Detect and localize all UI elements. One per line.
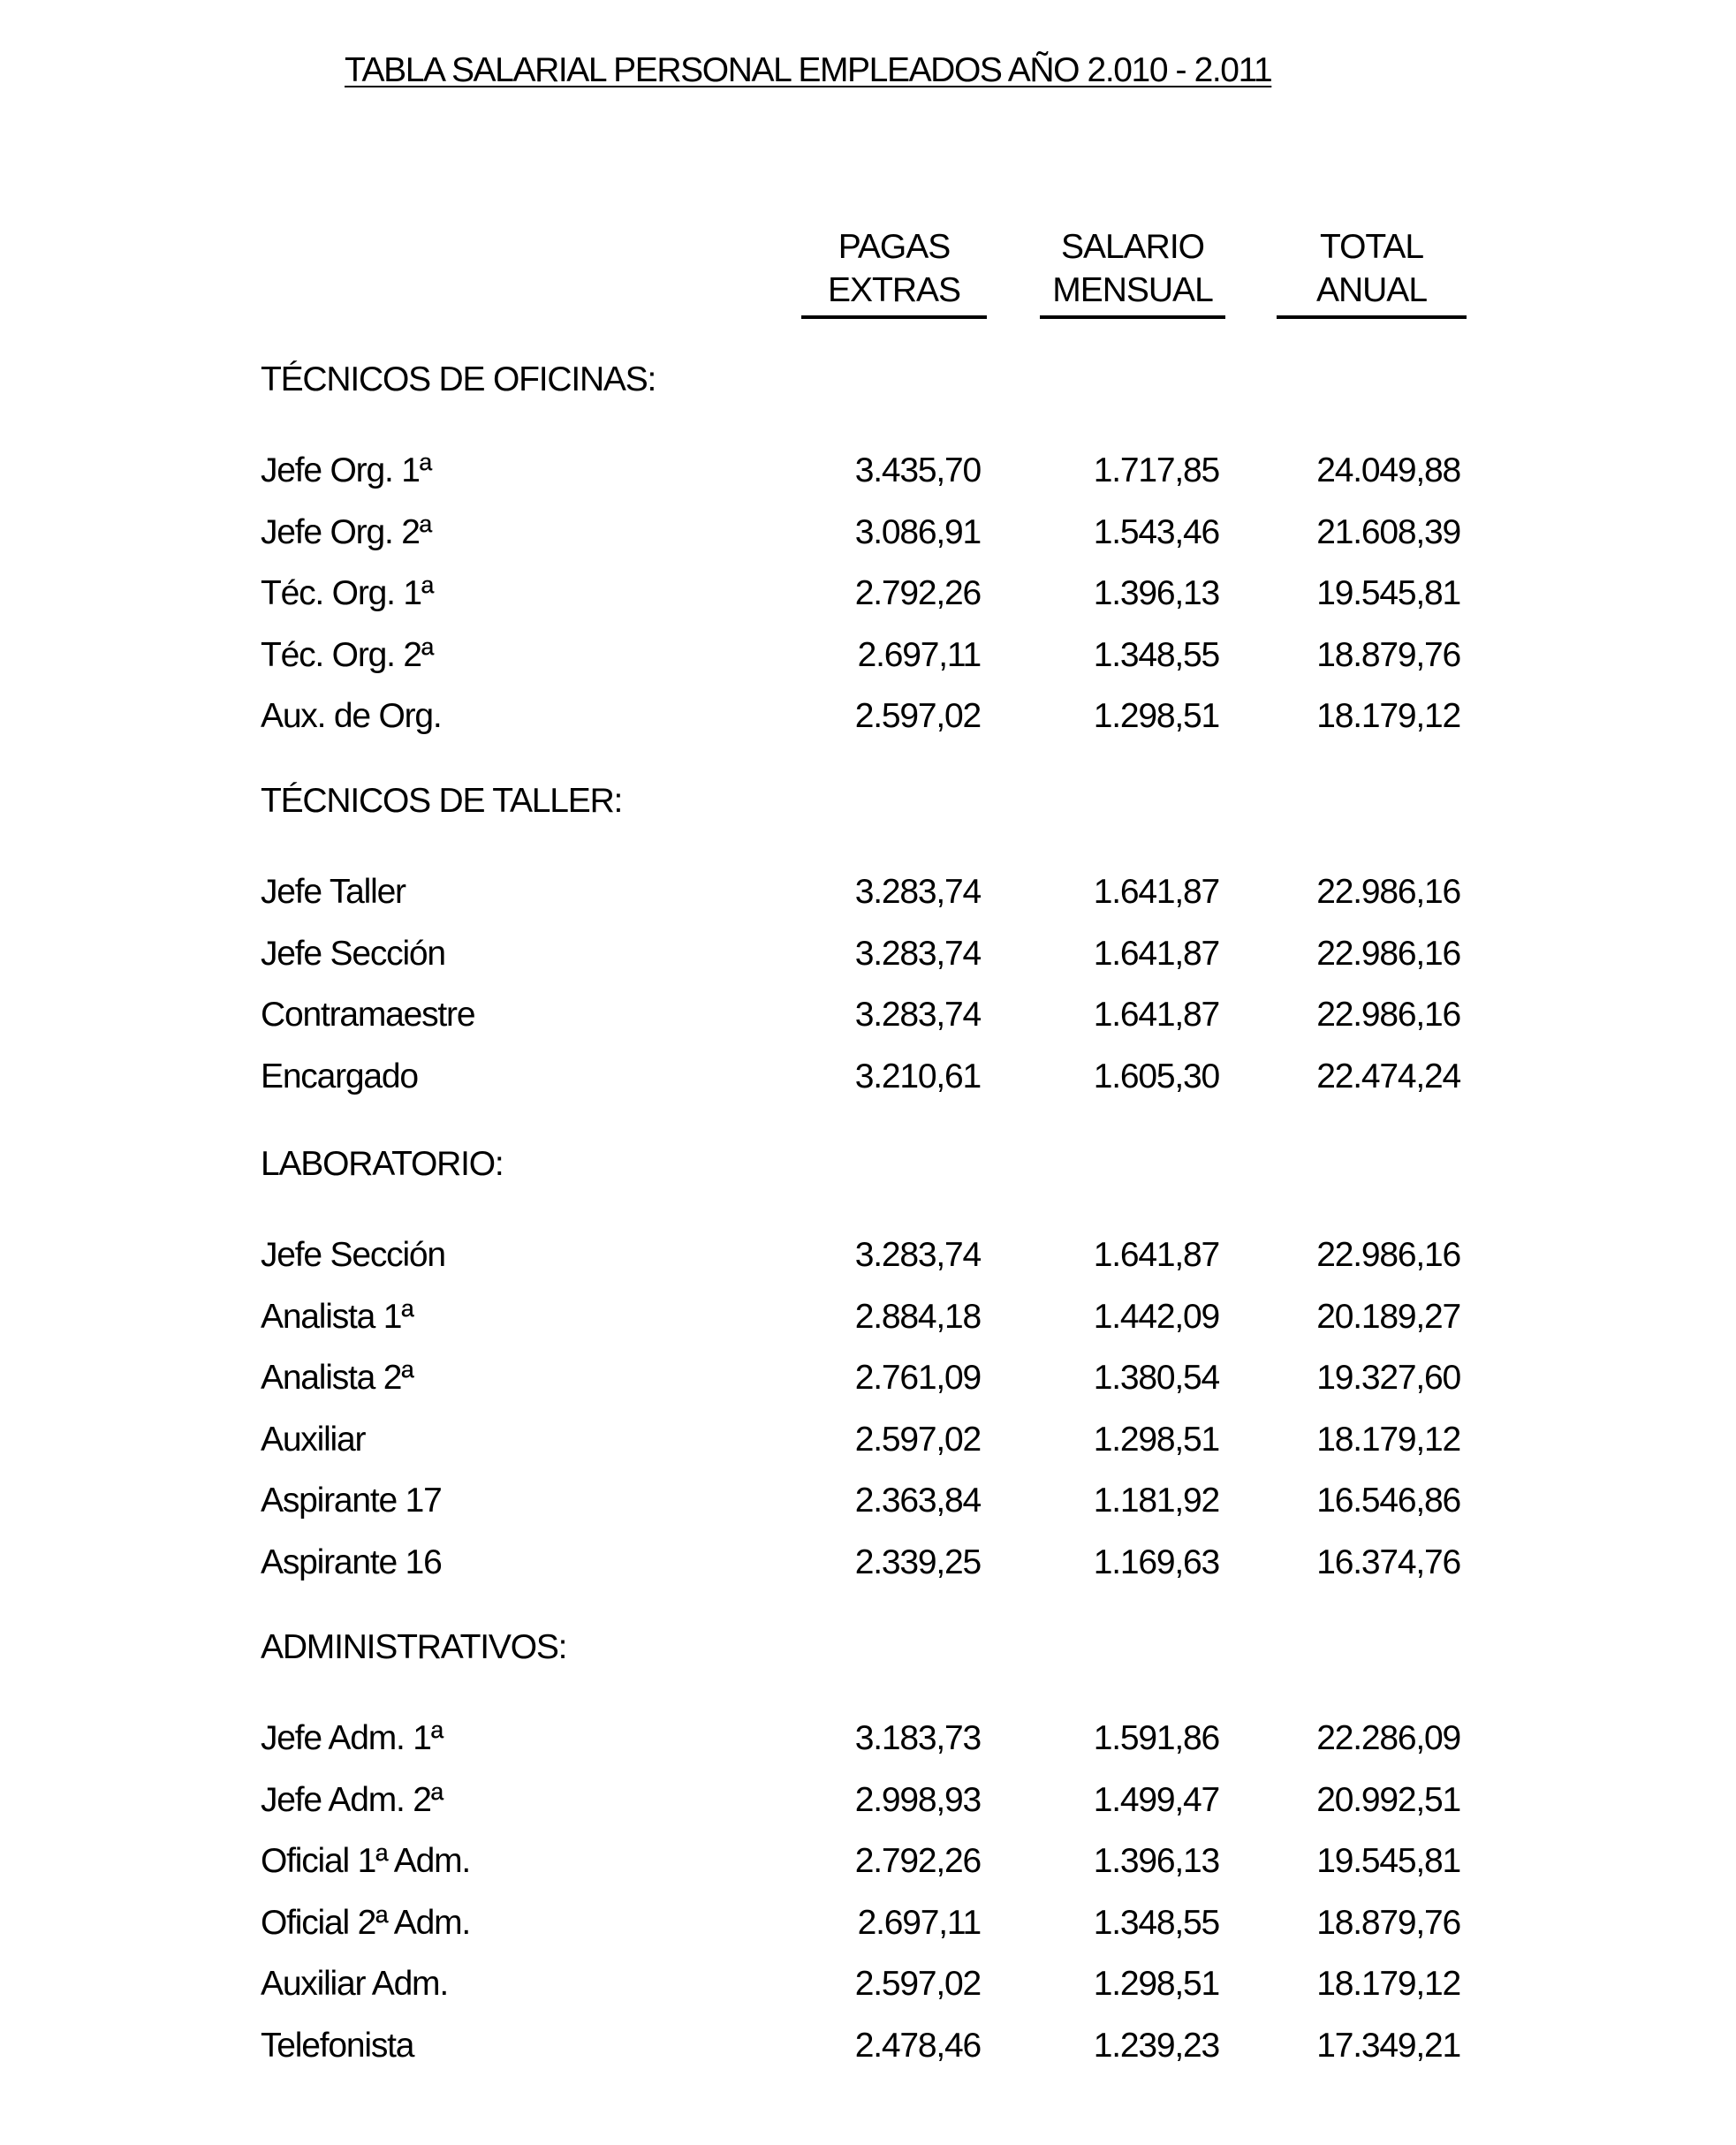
table-row: [0, 1482, 1736, 1526]
cell-pagas-extras: 3.086,91: [854, 513, 981, 551]
cell-salario-mensual: 1.348,55: [1093, 636, 1219, 674]
row-category: Contramaestre: [261, 996, 475, 1034]
cell-salario-mensual: 1.605,30: [1093, 1057, 1219, 1095]
cell-salario-mensual: 1.499,47: [1093, 1781, 1219, 1819]
cell-pagas-extras: 2.339,25: [854, 1543, 981, 1581]
cell-total-anual: 18.179,12: [1316, 697, 1460, 735]
column-header-total-anual: [1277, 225, 1467, 319]
row-category: Jefe Adm. 1ª: [261, 1719, 443, 1757]
cell-pagas-extras: 2.597,02: [854, 1421, 981, 1459]
table-row: [0, 636, 1736, 680]
cell-salario-mensual: 1.298,51: [1093, 1421, 1219, 1459]
cell-salario-mensual: 1.641,87: [1093, 996, 1219, 1034]
cell-total-anual: 18.879,76: [1316, 636, 1460, 674]
row-category: Téc. Org. 1ª: [261, 574, 434, 612]
table-row: [0, 1904, 1736, 1948]
cell-total-anual: 19.545,81: [1316, 574, 1460, 612]
cell-total-anual: 22.986,16: [1316, 935, 1460, 973]
cell-salario-mensual: 1.717,85: [1093, 451, 1219, 489]
column-header-salario-mensual: [1040, 225, 1225, 319]
cell-total-anual: 19.327,60: [1316, 1359, 1460, 1397]
cell-pagas-extras: 2.363,84: [854, 1482, 981, 1520]
table-row: [0, 996, 1736, 1040]
row-category: Auxiliar Adm.: [261, 1965, 448, 2003]
cell-pagas-extras: 2.597,02: [854, 1965, 981, 2003]
column-header-line: MENSUAL: [1052, 271, 1213, 309]
row-category: Encargado: [261, 1057, 418, 1095]
cell-total-anual: 16.546,86: [1316, 1482, 1460, 1520]
cell-salario-mensual: 1.641,87: [1093, 1236, 1219, 1274]
row-category: Jefe Sección: [261, 935, 445, 973]
section-title: LABORATORIO:: [261, 1145, 504, 1183]
cell-pagas-extras: 2.697,11: [857, 1904, 981, 1942]
table-row: [0, 1359, 1736, 1403]
cell-total-anual: 22.286,09: [1316, 1719, 1460, 1757]
table-row: [0, 1719, 1736, 1763]
cell-salario-mensual: 1.591,86: [1093, 1719, 1219, 1757]
cell-pagas-extras: 3.210,61: [854, 1057, 981, 1095]
row-category: Téc. Org. 2ª: [261, 636, 434, 674]
cell-total-anual: 16.374,76: [1316, 1543, 1460, 1581]
table-row: [0, 574, 1736, 618]
row-category: Jefe Org. 2ª: [261, 513, 431, 551]
cell-pagas-extras: 3.283,74: [854, 1236, 981, 1274]
row-category: Analista 1ª: [261, 1298, 413, 1336]
table-row: [0, 451, 1736, 496]
cell-pagas-extras: 2.884,18: [854, 1298, 981, 1336]
row-category: Analista 2ª: [261, 1359, 413, 1397]
table-row: [0, 513, 1736, 557]
table-row: [0, 1298, 1736, 1342]
column-header-pagas-extras: [801, 225, 987, 319]
cell-salario-mensual: 1.239,23: [1093, 2027, 1219, 2065]
cell-salario-mensual: 1.641,87: [1093, 873, 1219, 911]
cell-total-anual: 18.179,12: [1316, 1965, 1460, 2003]
cell-salario-mensual: 1.543,46: [1093, 513, 1219, 551]
cell-pagas-extras: 3.283,74: [854, 873, 981, 911]
section-title: TÉCNICOS DE OFICINAS:: [261, 360, 656, 398]
cell-total-anual: 18.179,12: [1316, 1421, 1460, 1459]
cell-salario-mensual: 1.298,51: [1093, 697, 1219, 735]
cell-total-anual: 22.474,24: [1316, 1057, 1460, 1095]
cell-pagas-extras: 2.792,26: [854, 1842, 981, 1880]
cell-total-anual: 18.879,76: [1316, 1904, 1460, 1942]
cell-pagas-extras: 2.761,09: [854, 1359, 981, 1397]
table-row: [0, 1236, 1736, 1280]
cell-pagas-extras: 3.435,70: [854, 451, 981, 489]
table-row: [0, 935, 1736, 979]
column-header-line: PAGAS: [838, 228, 951, 266]
cell-salario-mensual: 1.298,51: [1093, 1965, 1219, 2003]
row-category: Aux. de Org.: [261, 697, 442, 735]
cell-salario-mensual: 1.348,55: [1093, 1904, 1219, 1942]
cell-pagas-extras: 2.597,02: [854, 697, 981, 735]
row-category: Auxiliar: [261, 1421, 366, 1459]
column-header-line: TOTAL: [1319, 228, 1424, 266]
cell-pagas-extras: 3.283,74: [854, 996, 981, 1034]
cell-total-anual: 24.049,88: [1316, 451, 1460, 489]
table-row: [0, 1781, 1736, 1825]
row-category: Jefe Sección: [261, 1236, 445, 1274]
page-title: TABLA SALARIAL PERSONAL EMPLEADOS AÑO 2.010 - 2.011: [345, 51, 1272, 89]
cell-pagas-extras: 2.697,11: [857, 636, 981, 674]
section-title: TÉCNICOS DE TALLER:: [261, 782, 623, 820]
row-category: Jefe Taller: [261, 873, 406, 911]
cell-salario-mensual: 1.442,09: [1093, 1298, 1219, 1336]
cell-pagas-extras: 2.478,46: [854, 2027, 981, 2065]
section-title: ADMINISTRATIVOS:: [261, 1628, 567, 1666]
cell-total-anual: 21.608,39: [1316, 513, 1460, 551]
cell-total-anual: 22.986,16: [1316, 996, 1460, 1034]
table-row: [0, 1965, 1736, 2009]
cell-pagas-extras: 3.283,74: [854, 935, 981, 973]
cell-salario-mensual: 1.641,87: [1093, 935, 1219, 973]
row-category: Oficial 1ª Adm.: [261, 1842, 471, 1880]
table-row: [0, 1842, 1736, 1886]
cell-total-anual: 20.992,51: [1316, 1781, 1460, 1819]
row-category: Oficial 2ª Adm.: [261, 1904, 471, 1942]
cell-pagas-extras: 2.792,26: [854, 574, 981, 612]
row-category: Aspirante 17: [261, 1482, 442, 1520]
cell-salario-mensual: 1.396,13: [1093, 1842, 1219, 1880]
cell-total-anual: 19.545,81: [1316, 1842, 1460, 1880]
column-header-line: ANUAL: [1315, 271, 1428, 309]
cell-salario-mensual: 1.396,13: [1093, 574, 1219, 612]
table-row: [0, 1057, 1736, 1102]
row-category: Jefe Org. 1ª: [261, 451, 431, 489]
cell-salario-mensual: 1.169,63: [1093, 1543, 1219, 1581]
table-row: [0, 1543, 1736, 1588]
row-category: Jefe Adm. 2ª: [261, 1781, 443, 1819]
cell-total-anual: 22.986,16: [1316, 873, 1460, 911]
table-row: [0, 873, 1736, 917]
column-header-line: EXTRAS: [827, 271, 961, 309]
cell-total-anual: 20.189,27: [1316, 1298, 1460, 1336]
cell-total-anual: 17.349,21: [1316, 2027, 1460, 2065]
cell-pagas-extras: 2.998,93: [854, 1781, 981, 1819]
cell-total-anual: 22.986,16: [1316, 1236, 1460, 1274]
column-header-line: SALARIO: [1060, 228, 1205, 266]
table-row: [0, 2027, 1736, 2071]
table-row: [0, 1421, 1736, 1465]
row-category: Aspirante 16: [261, 1543, 442, 1581]
table-row: [0, 697, 1736, 741]
row-category: Telefonista: [261, 2027, 414, 2065]
cell-salario-mensual: 1.380,54: [1093, 1359, 1219, 1397]
cell-pagas-extras: 3.183,73: [854, 1719, 981, 1757]
cell-salario-mensual: 1.181,92: [1093, 1482, 1219, 1520]
